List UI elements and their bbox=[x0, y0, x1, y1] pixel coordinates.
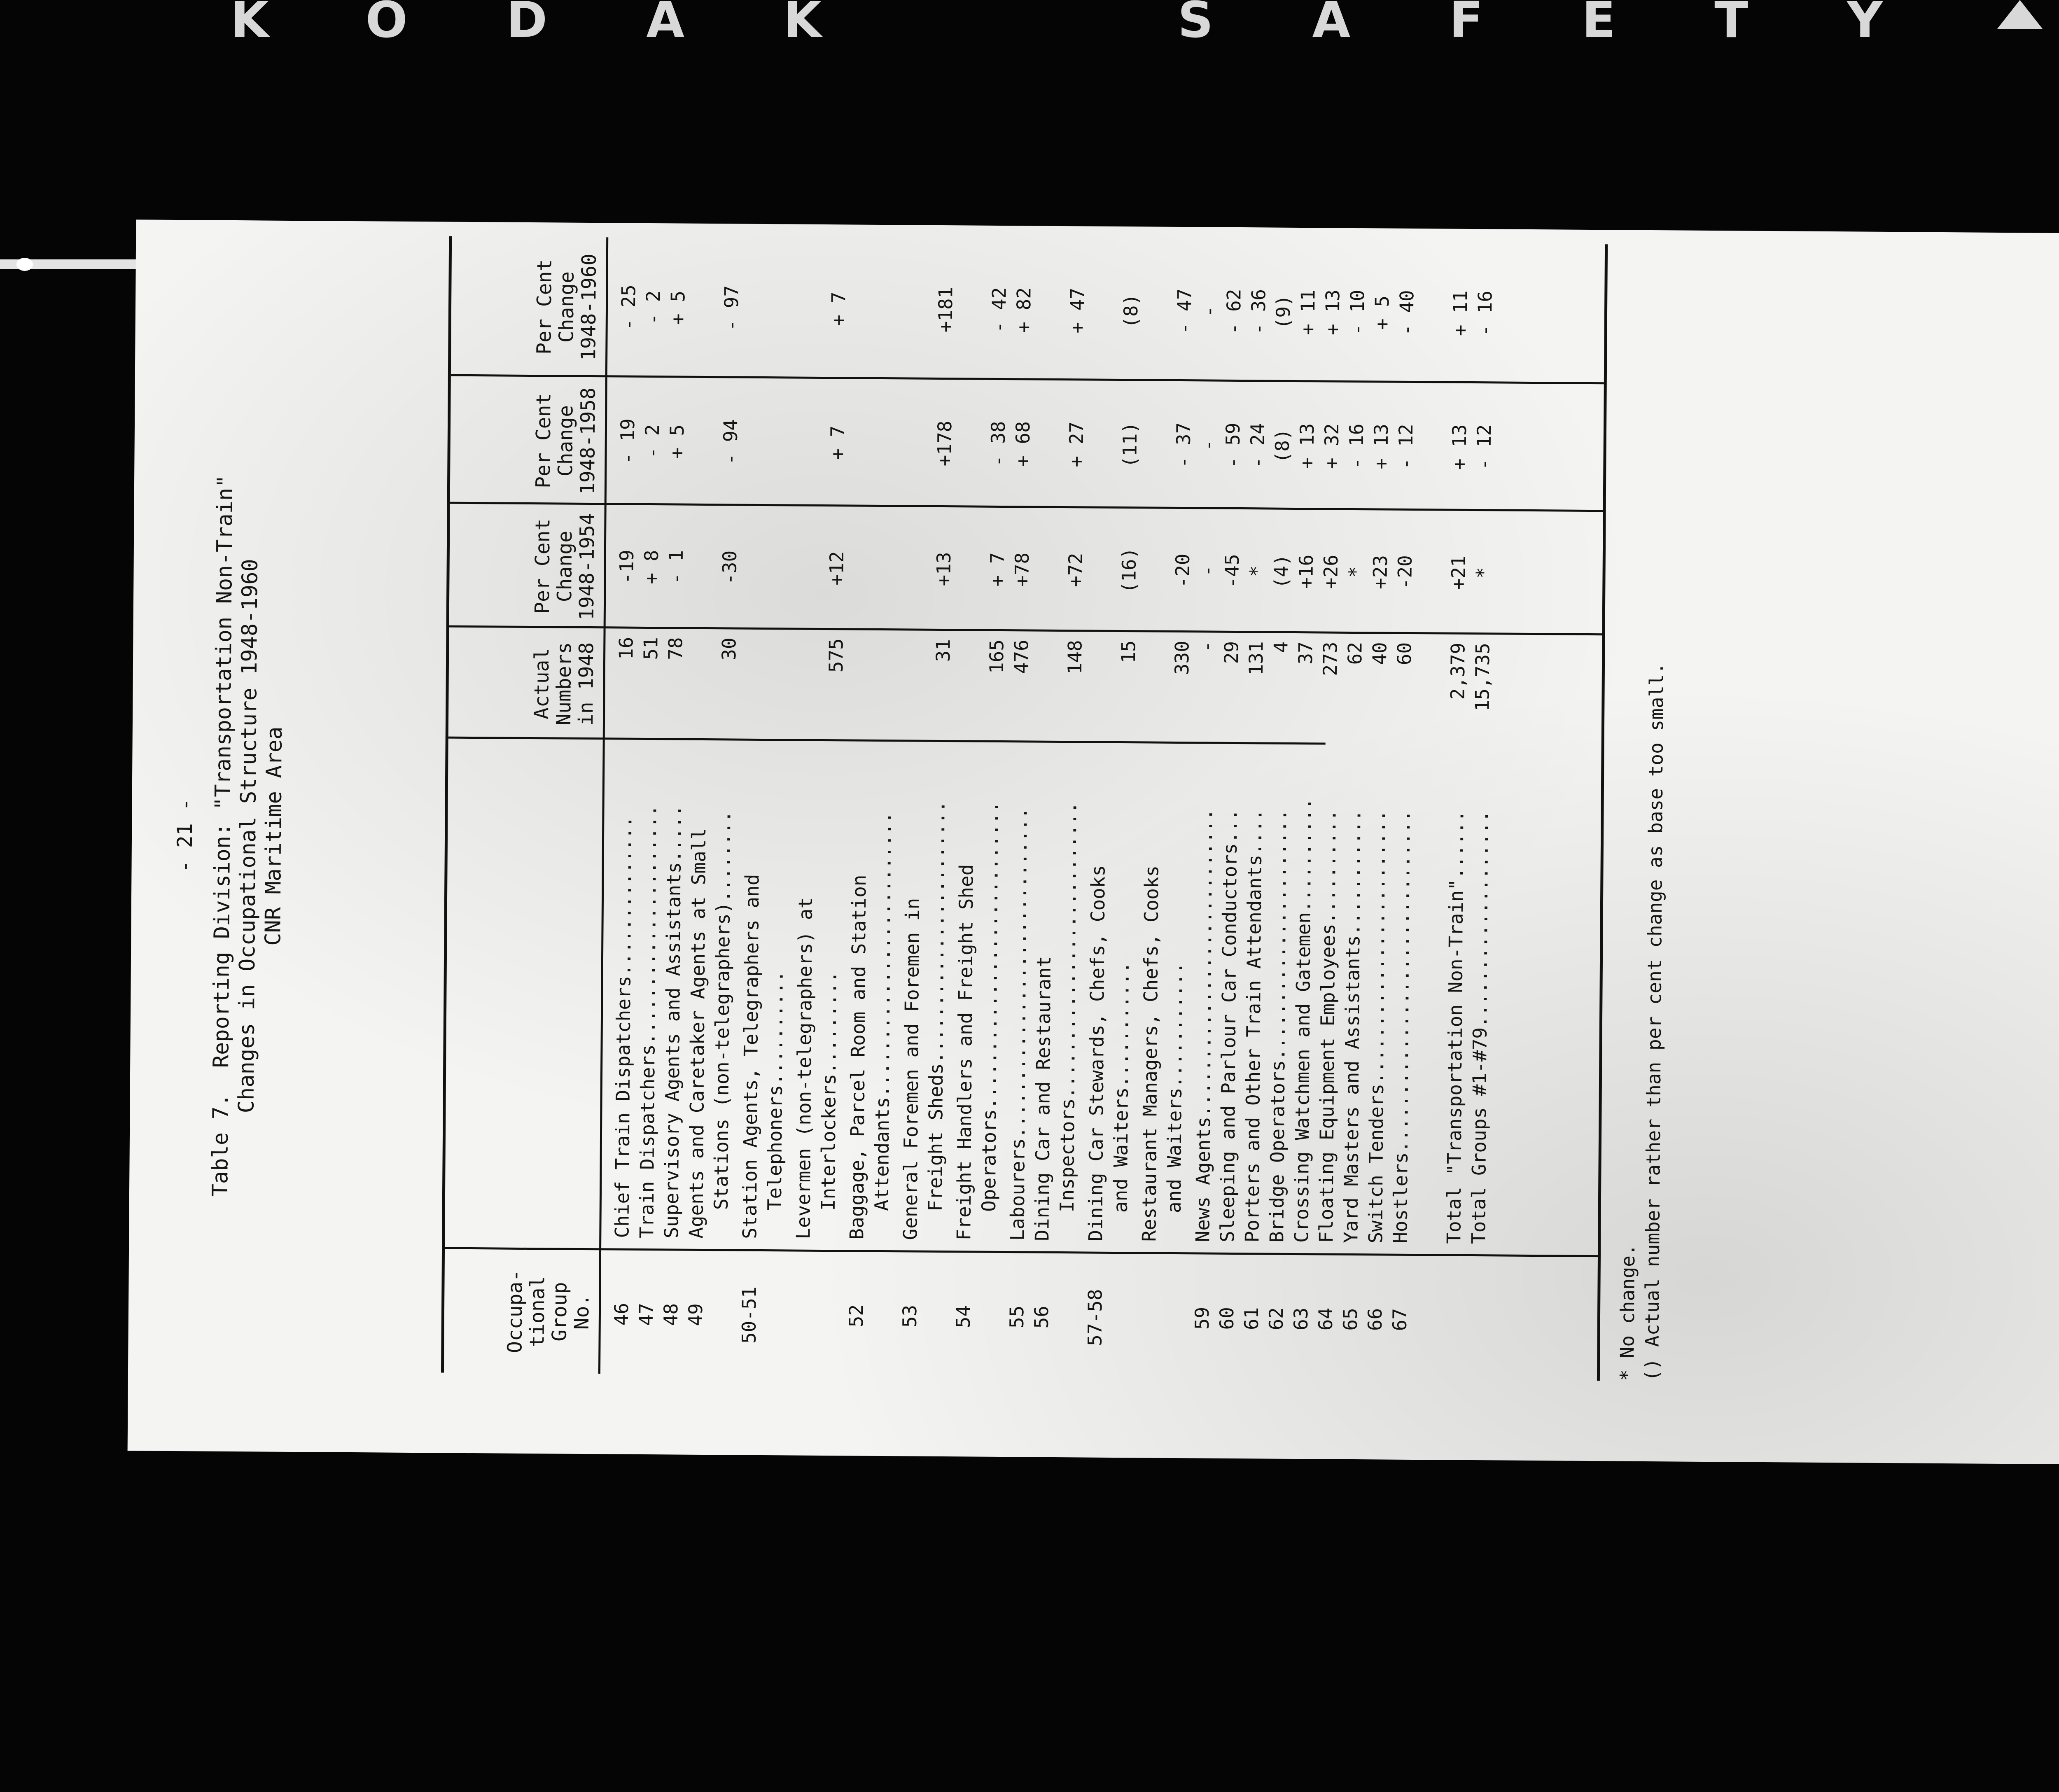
actual-number: 31 bbox=[932, 639, 955, 662]
pct-change-1958: + 32 bbox=[1320, 423, 1343, 469]
pct-change-1958: + 7 bbox=[826, 425, 849, 460]
pct-change-1960: - 40 bbox=[1395, 290, 1418, 336]
pct-change-1954: - bbox=[1196, 565, 1219, 577]
pct-change-1958: - 94 bbox=[719, 419, 742, 465]
pct-change-1958: + 68 bbox=[1011, 421, 1034, 467]
occupation-line-2: Interlockers......... bbox=[817, 971, 841, 1211]
header-p1954-label: Per Cent Change 1948-1954 bbox=[530, 513, 599, 621]
pct-change-1954: (16) bbox=[1118, 547, 1140, 593]
group-number: 59 bbox=[1191, 1307, 1214, 1330]
occupation-name bbox=[1030, 751, 1082, 1241]
table-row bbox=[683, 238, 744, 1375]
pct-change-1954: +12 bbox=[825, 551, 848, 586]
pct-change-1958 bbox=[771, 383, 772, 502]
header-group bbox=[444, 1249, 601, 1374]
occupation-line-2: Attendants......................... bbox=[870, 812, 896, 1211]
occupation-line-1: General Foremen and Foremen in bbox=[899, 898, 924, 1240]
occupation-line-2: Operators........................... bbox=[977, 801, 1003, 1212]
pct-change-1958: + 13 bbox=[1296, 423, 1319, 469]
occupation-name bbox=[1005, 751, 1033, 1241]
total-actual: 15,735 bbox=[1471, 642, 1494, 712]
pct-change-1960: + 5 bbox=[1370, 295, 1394, 330]
table-row bbox=[1082, 240, 1144, 1377]
header-occupation-label bbox=[593, 740, 597, 1250]
group-number: 49 bbox=[684, 1303, 707, 1326]
pct-change-1958: - bbox=[1197, 439, 1219, 451]
pct-change-1958: - 37 bbox=[1172, 422, 1195, 468]
occupation-line-1: Chief Train Dispatchers.............. bbox=[611, 816, 636, 1238]
pct-change-1958: - 2 bbox=[641, 424, 664, 459]
occupation-line-1: Porters and Other Train Attendants.... bbox=[1241, 809, 1266, 1243]
header-p1960 bbox=[451, 236, 608, 378]
pct-change-1954: -20 bbox=[1171, 553, 1194, 588]
total-pct-1954: +21 bbox=[1447, 555, 1470, 590]
actual-number: 30 bbox=[718, 637, 740, 660]
group-number: 65 bbox=[1339, 1308, 1362, 1331]
header-p1954 bbox=[449, 504, 607, 629]
footnotes bbox=[1615, 269, 1672, 1381]
actual-number: 273 bbox=[1319, 642, 1342, 676]
pct-change-1958: + 5 bbox=[665, 424, 689, 459]
pct-change-1958: + 13 bbox=[1370, 423, 1393, 470]
film-edge-left-word: KODAK bbox=[231, 0, 921, 49]
pct-change-1960: + 7 bbox=[827, 292, 850, 326]
pct-change-1954: +13 bbox=[932, 552, 955, 586]
actual-number: 575 bbox=[824, 638, 847, 673]
film-edge-triangle-icon bbox=[1997, 0, 2043, 29]
pct-change-1954: +23 bbox=[1369, 555, 1391, 590]
pct-change-1958: +178 bbox=[933, 420, 956, 467]
occupation-line-1: Floating Equipment Employees.......... bbox=[1315, 809, 1340, 1243]
pct-change-1958: - 19 bbox=[616, 418, 639, 464]
page-number: - 21 - bbox=[173, 798, 197, 873]
total-actual: 2,379 bbox=[1446, 642, 1469, 700]
pct-change-1960 bbox=[772, 243, 773, 374]
actual-number: 51 bbox=[640, 637, 662, 660]
group-number: 56 bbox=[1030, 1305, 1053, 1329]
actual-number: 37 bbox=[1294, 641, 1317, 665]
pct-change-1960: - 97 bbox=[720, 285, 743, 331]
group-number: 47 bbox=[635, 1303, 658, 1326]
title-line-2: Changes in Occupational Structure 1948-1960 bbox=[234, 558, 263, 1113]
occupation-name bbox=[1190, 752, 1218, 1242]
pct-change-1954: -30 bbox=[718, 550, 741, 585]
occupation-name bbox=[737, 749, 790, 1239]
actual-number: 131 bbox=[1244, 641, 1268, 676]
pct-change-1958: (11) bbox=[1118, 422, 1142, 468]
occupation-line-2: and Waiters........... bbox=[1163, 962, 1187, 1213]
table-row bbox=[897, 239, 958, 1376]
header-p1960-label: Per Cent Change 1948-1960 bbox=[532, 253, 601, 361]
occupation-name bbox=[1215, 752, 1243, 1242]
pct-change-1960: + 47 bbox=[1066, 287, 1089, 334]
occupation-name bbox=[1338, 753, 1366, 1243]
occupation-name bbox=[1137, 751, 1189, 1242]
pct-change-1960: - 47 bbox=[1173, 288, 1196, 334]
occupation-name bbox=[1388, 754, 1416, 1244]
pct-change-1958: + 27 bbox=[1065, 421, 1088, 467]
document-content bbox=[144, 238, 2059, 1446]
group-number: 46 bbox=[610, 1302, 633, 1326]
occupation-line-1: News Agents........................... bbox=[1191, 808, 1217, 1242]
rotated-content bbox=[144, 238, 2059, 1446]
occupation-line-2: Inspectors.......................... bbox=[1055, 801, 1081, 1213]
pct-change-1960: + 11 bbox=[1296, 289, 1319, 335]
occupation-line-2: Stations (non-telegraphers)........ bbox=[710, 810, 735, 1210]
pct-change-1958 bbox=[878, 383, 879, 503]
occupation-name bbox=[659, 748, 687, 1238]
occupation-line-2: Freight Sheds....................... bbox=[924, 800, 949, 1212]
occupation-line-1: Baggage, Parcel Room and Station bbox=[845, 875, 871, 1240]
occupation-line-1: Bridge Operators...................... bbox=[1265, 809, 1291, 1243]
table-row bbox=[790, 239, 851, 1376]
header-group-label: Occupa- tional Group No. bbox=[503, 1269, 594, 1353]
pct-change-1954: +26 bbox=[1319, 554, 1342, 589]
actual-number: 29 bbox=[1220, 641, 1243, 664]
pct-change-1960: (8) bbox=[1119, 294, 1142, 328]
pct-change-1954: +16 bbox=[1295, 554, 1317, 589]
pct-change-1960: (9) bbox=[1272, 295, 1295, 329]
pct-change-1958: (8) bbox=[1271, 429, 1294, 463]
actual-number: 62 bbox=[1344, 642, 1366, 665]
actual-number: 78 bbox=[664, 637, 687, 660]
occupation-line-1: Dining Car Stewards, Chefs, Cooks bbox=[1084, 865, 1109, 1241]
group-number: 60 bbox=[1215, 1307, 1238, 1330]
actual-number: 4 bbox=[1270, 641, 1292, 653]
occupation-line-1: Crossing Watchmen and Gatemen.......... bbox=[1290, 798, 1316, 1243]
occupation-line-1: Labourers............................. bbox=[1006, 807, 1032, 1241]
occupation-name bbox=[1240, 752, 1268, 1242]
header-actual-label: Actual Numbers in 1948 bbox=[530, 642, 598, 726]
group-number: 61 bbox=[1240, 1307, 1263, 1330]
actual-number bbox=[877, 639, 878, 742]
film-edge-dot bbox=[16, 258, 33, 271]
occupation-name bbox=[898, 750, 950, 1240]
occupation-line-1: Levermen (non-telegraphers) at bbox=[792, 897, 817, 1239]
total-pct-1954: * bbox=[1472, 567, 1494, 579]
pct-change-1954: -20 bbox=[1394, 555, 1416, 590]
table-row bbox=[736, 238, 798, 1375]
title-line-3: CNR Maritime Area bbox=[261, 726, 287, 946]
film-edge-lettering bbox=[0, 0, 2059, 54]
occupation-line-1: Sleeping and Parlour Car Conductors... bbox=[1216, 809, 1242, 1243]
total-label: Total Groups #1-#79................... bbox=[1467, 810, 1493, 1244]
occupation-line-1: Dining Car and Restaurant bbox=[1031, 956, 1055, 1241]
occupational-structure-table bbox=[441, 236, 1608, 1381]
pct-change-1954: +78 bbox=[1011, 552, 1033, 587]
group-number: 53 bbox=[898, 1304, 921, 1328]
group-number: 55 bbox=[1005, 1305, 1028, 1329]
pct-change-1960: - 36 bbox=[1247, 289, 1270, 335]
table-row bbox=[1029, 240, 1090, 1377]
pct-change-1958: - 38 bbox=[987, 421, 1010, 467]
pct-change-1960: - 62 bbox=[1222, 289, 1245, 335]
pct-change-1960: - bbox=[1198, 306, 1221, 317]
title-line-1: Table 7. Reporting Division: "Transportation Non-Train" bbox=[208, 475, 238, 1197]
occupation-name bbox=[951, 750, 1004, 1241]
actual-number: 16 bbox=[615, 637, 637, 660]
pct-change-1960: - 42 bbox=[987, 287, 1011, 333]
table-row bbox=[1136, 241, 1197, 1378]
table-row bbox=[843, 239, 905, 1376]
pct-change-1954 bbox=[770, 510, 771, 625]
actual-number: - bbox=[1195, 641, 1218, 653]
pct-change-1960: - 2 bbox=[642, 290, 665, 325]
actual-number: 40 bbox=[1368, 642, 1391, 665]
table-row bbox=[950, 240, 1012, 1377]
pct-change-1954: - 1 bbox=[665, 550, 687, 585]
occupation-line-1: Freight Handlers and Freight Shed bbox=[952, 864, 978, 1241]
pct-change-1954: (4) bbox=[1270, 554, 1293, 589]
actual-number: 60 bbox=[1393, 642, 1416, 665]
pct-change-1954: -45 bbox=[1221, 554, 1243, 588]
header-occupation bbox=[445, 739, 605, 1251]
group-number: 50-51 bbox=[738, 1286, 761, 1344]
occupation-line-1: Supervisory Agents and Assistants..... bbox=[660, 805, 686, 1239]
pct-change-1954: -19 bbox=[615, 549, 638, 584]
table-body bbox=[609, 237, 1498, 1380]
pct-change-1960 bbox=[879, 243, 880, 375]
actual-number: 15 bbox=[1117, 640, 1140, 663]
occupation-name bbox=[844, 749, 897, 1240]
occupation-name bbox=[1083, 751, 1136, 1241]
pct-change-1960: + 13 bbox=[1321, 289, 1344, 336]
total-pct-1960: - 16 bbox=[1473, 290, 1496, 336]
occupation-name bbox=[1314, 753, 1342, 1243]
film-edge-right-word: SAFETY bbox=[1178, 0, 1982, 49]
pct-change-1954: +72 bbox=[1064, 553, 1087, 587]
pct-change-1960: +181 bbox=[934, 287, 957, 333]
occupation-line-1: Hostlers.............................. bbox=[1389, 810, 1415, 1244]
pct-change-1954: + 8 bbox=[640, 550, 663, 584]
pct-change-1958: - 12 bbox=[1394, 424, 1417, 470]
occupation-line-1: Train Dispatchers..................... bbox=[635, 805, 661, 1239]
occupation-line-2: Telephoners.......... bbox=[763, 971, 787, 1211]
footnote-no-change: * No change. bbox=[1615, 1244, 1639, 1381]
pct-change-1958: - 59 bbox=[1221, 422, 1244, 469]
total-pct-1958: - 12 bbox=[1473, 424, 1496, 470]
group-number: 48 bbox=[659, 1303, 682, 1326]
occupation-name bbox=[634, 748, 662, 1238]
actual-number: 165 bbox=[985, 639, 1008, 674]
document-page bbox=[128, 219, 2059, 1464]
group-number: 52 bbox=[845, 1304, 868, 1328]
actual-number: 476 bbox=[1010, 639, 1033, 674]
pct-change-1960: + 5 bbox=[666, 290, 689, 325]
group-number: 62 bbox=[1265, 1307, 1288, 1330]
occupation-line-1: Yard Masters and Assistants........... bbox=[1340, 810, 1365, 1244]
header-p1958-label: Per Cent Change 1948-1958 bbox=[531, 387, 600, 495]
occupation-name bbox=[1264, 753, 1292, 1243]
total-pct-1960: + 11 bbox=[1449, 290, 1472, 336]
occupation-name bbox=[1289, 753, 1317, 1243]
group-number: 66 bbox=[1363, 1308, 1387, 1331]
pct-change-1960: - 10 bbox=[1346, 289, 1369, 336]
header-p1958 bbox=[450, 376, 607, 505]
footnote-actual-number: () Actual number rather than per cent change as base too small. bbox=[1640, 663, 1668, 1381]
occupation-name bbox=[1363, 753, 1391, 1243]
table-title bbox=[206, 280, 291, 1392]
occupation-line-1: Station Agents, Telegraphers and bbox=[738, 874, 763, 1239]
pct-change-1960: - 25 bbox=[617, 285, 640, 331]
pct-change-1958: - 24 bbox=[1246, 422, 1269, 469]
group-number: 54 bbox=[952, 1305, 975, 1328]
occupation-name bbox=[609, 748, 637, 1238]
occupation-line-1: Agents and Caretaker Agents at Small bbox=[685, 828, 710, 1239]
group-number: 67 bbox=[1388, 1308, 1411, 1331]
occupation-line-2: and Waiters........... bbox=[1109, 961, 1133, 1213]
header-actual bbox=[448, 628, 606, 740]
occupation-name bbox=[791, 749, 843, 1240]
total-pct-1958: + 13 bbox=[1448, 424, 1471, 470]
group-number: 57-58 bbox=[1083, 1289, 1107, 1346]
group-number: 63 bbox=[1289, 1307, 1312, 1331]
pct-change-1954: * bbox=[1344, 566, 1367, 578]
pct-change-1958: - 16 bbox=[1345, 423, 1368, 469]
group-number: 64 bbox=[1314, 1307, 1337, 1331]
actual-number: 330 bbox=[1170, 640, 1193, 675]
total-label: Total "Transportation Non-Train"...... bbox=[1443, 810, 1468, 1244]
occupation-name bbox=[684, 749, 736, 1239]
pct-change-1954: * bbox=[1245, 565, 1268, 577]
pct-change-1960: + 82 bbox=[1012, 287, 1035, 333]
actual-number: 148 bbox=[1063, 640, 1086, 674]
pct-change-1954: + 7 bbox=[986, 552, 1008, 587]
occupation-line-1: Switch Tenders........................ bbox=[1364, 810, 1390, 1244]
occupation-line-1: Restaurant Managers, Chefs, Cooks bbox=[1138, 865, 1163, 1242]
